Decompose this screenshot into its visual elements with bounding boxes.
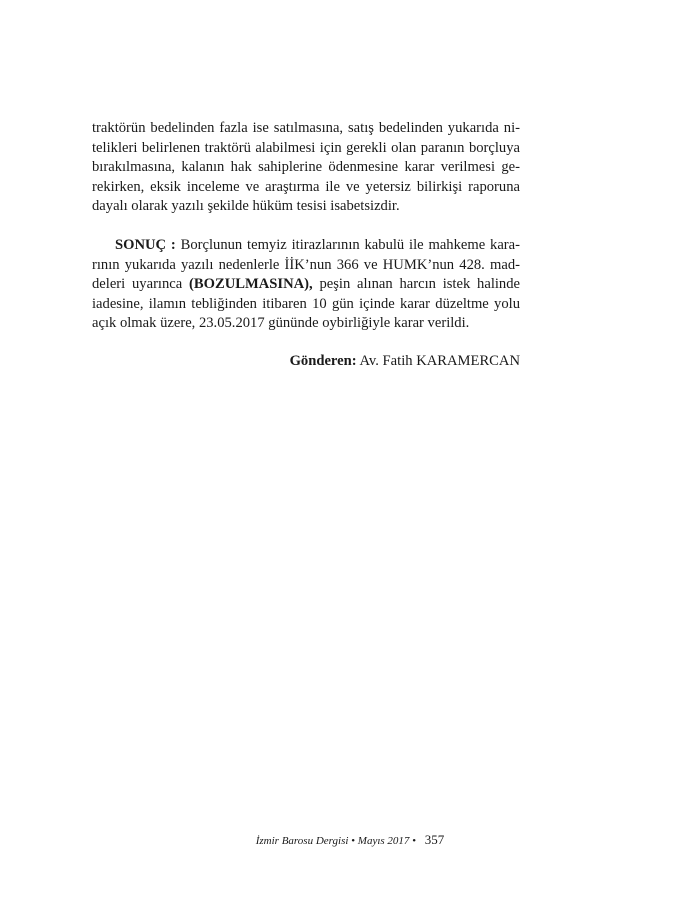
sender-signature bbox=[92, 352, 520, 372]
paragraph-line: bırakılmasına, kalanın hak sahiplerine ödenmesine karar verilmesi ge- bbox=[92, 159, 520, 176]
paragraph-line: iadesine, ilamın tebliğinden itibaren 10 gün içinde karar düzeltme yolu bbox=[92, 295, 520, 312]
conclusion-text: peşin alınan harcın istek halinde bbox=[312, 276, 520, 293]
page-footer bbox=[0, 832, 700, 849]
paragraph-line: telikleri belirlenen traktörü alabilmesi için gerekli olan paranın borçluya bbox=[92, 139, 520, 156]
paragraph-line bbox=[92, 275, 520, 295]
paragraph-line bbox=[92, 236, 520, 256]
paragraph-line: rının yukarıda yazılı nedenlerle İİK’nun 366 ve HUMK’nun 428. mad- bbox=[92, 256, 520, 273]
verdict-bold: (BOZULMASINA), bbox=[189, 276, 313, 293]
sender-label: Gönderen: bbox=[289, 353, 357, 369]
journal-name: İzmir Barosu Dergisi • Mayıs 2017 • bbox=[255, 835, 417, 847]
paragraph-line: traktörün bedelinden fazla ise satılmasına, satış bedelinden yukarıda ni- bbox=[92, 120, 520, 136]
paragraph-line: açık olmak üzere, 23.05.2017 gününde oybirliğiyle karar verildi. bbox=[92, 315, 470, 332]
paragraph-conclusion bbox=[92, 236, 520, 334]
conclusion-text: Borçlunun temyiz itirazlarının kabulü ile mahkeme kara- bbox=[175, 237, 520, 253]
conclusion-text: deleri uyarınca bbox=[92, 276, 190, 293]
paragraph-line: rekirken, eksik inceleme ve araştırma ile ve yetersiz bilirkişi raporuna bbox=[92, 178, 520, 195]
paragraph-judgment-reasoning bbox=[92, 119, 520, 217]
paragraph-line: dayalı olarak yazılı şekilde hüküm tesisi isabetsizdir. bbox=[92, 198, 400, 215]
conclusion-label: SONUÇ : bbox=[115, 237, 176, 253]
sender-name: Av. Fatih KARAMERCAN bbox=[356, 353, 520, 369]
page-number: 357 bbox=[424, 832, 445, 847]
